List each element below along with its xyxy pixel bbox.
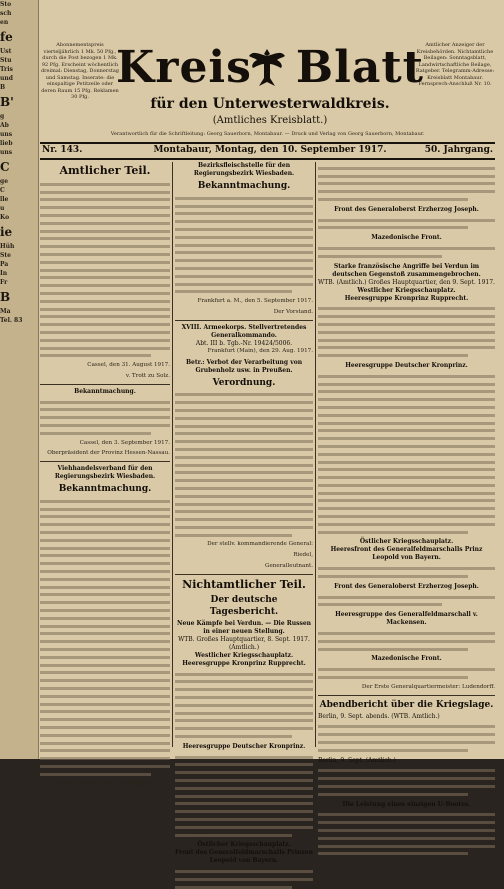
binding-fragment: Sto <box>0 1 12 8</box>
title-left: Kreis <box>116 42 252 93</box>
column-rule <box>172 162 173 747</box>
notice-reference: Abt. III b. Tgb.-Nr. 19424/5006. <box>195 339 293 347</box>
notice-subject: Betr.: Verbot der Verarbeitung von Grubenholz usw. in Preußen. <box>185 358 303 374</box>
issue-number: Nr. 143. <box>42 145 83 155</box>
signature-name: v. Trott zu Solz. <box>125 372 170 379</box>
binding-fragment-large: ie <box>0 225 13 239</box>
binding-fragment: Ma <box>0 308 11 315</box>
signature-name: Oberpräsident der Provinz Hessen-Nassau. <box>47 450 170 457</box>
report-dateline: Berlin, 9. Sept. abends. (WTB. Amtlich.) <box>318 712 440 720</box>
masthead <box>40 40 495 140</box>
binding-fragment: Pa <box>0 261 9 268</box>
binding-fragment: ge <box>0 178 9 185</box>
evening-report-heading: Abendbericht über die Kriegslage. <box>319 699 494 710</box>
binding-fragment: Ko <box>0 214 10 221</box>
front-heading: Westlicher Kriegsschauplatz. <box>357 286 456 294</box>
dateline <box>40 142 495 160</box>
article-text <box>318 725 495 751</box>
binding-fragment: und <box>0 75 13 82</box>
article-text <box>175 673 313 738</box>
editor-credit: Verantwortlich für die Schriftleitung: Georg Sauerborn, Montabaur. — Druck und Verlag von Georg Sauerborn, Montabaur. <box>110 131 425 137</box>
front-heading: Westlicher Kriegsschauplatz. <box>194 651 294 659</box>
notice-heading: Bezirksfleischstelle für den Regierungsbezirk Wiesbaden. <box>193 162 295 177</box>
notice-heading: XVIII. Armeekorps. Stellvertretendes Generalkommando. <box>181 323 307 339</box>
binding-fragment-large: B' <box>0 95 14 109</box>
binding-fragment: Ab <box>0 122 9 129</box>
binding-fragment: lle <box>0 196 9 203</box>
binding-fragment: en <box>0 19 9 26</box>
binding-fragment: uns <box>0 149 13 156</box>
army-group-heading: Front des Generalfeldmarschalls Prinzen Leopold von Bayern. <box>175 849 313 865</box>
subscription-info: Abonnementspreis vierteljährlich 1 Mk. 50 Pfg., durch die Post bezogen 1 Mk. 92 Pfg. Erscheint wöchentlich dreimal: Dienstag, Donnerstag und Samstag. Inserate: die einspaltige Petitzeile oder deren Raum 15 Pfg. Reklamen 30 Pfg. <box>40 42 120 100</box>
notice-heading: Viehhandelsverband für den Regierungsbezirk Wiesbaden. <box>54 465 156 481</box>
report-subheading: Neue Kämpfe bei Verdun. — Die Russen in einer neuen Stellung. <box>176 619 312 635</box>
binding-fragment: Hüh <box>0 243 15 250</box>
army-group-heading: Heeresgruppe des Generalfeldmarschall v. Mackensen. <box>335 611 478 627</box>
section-heading: Nichtamtlicher Teil. <box>182 577 306 591</box>
binding-fragment: Stu <box>0 57 12 64</box>
signature-rank: Generalleutnant. <box>264 563 313 570</box>
official-label: (Amtliches Kreisblatt.) <box>212 115 328 126</box>
report-heading: Der deutsche Tagesbericht. <box>209 594 279 617</box>
signature-name: Der Erste Generalquartiermeister: Ludendorff. <box>361 683 495 690</box>
signature-title: Der stellv. kommandierende General: <box>207 541 313 548</box>
binding-fragment-large: fe <box>0 30 13 44</box>
article-text <box>175 756 313 837</box>
divider <box>175 574 313 575</box>
divider <box>318 695 495 696</box>
front-heading: Mazedonische Front. <box>371 234 442 242</box>
report-dateline: WTB. (Amtlich.) Großes Hauptquartier, den 9. Sept. 1917. <box>318 278 495 286</box>
signature-place: Cassel, den 3. September 1917. <box>79 439 170 446</box>
front-heading: Mazedonische Front. <box>371 655 442 663</box>
report-subheading: Die Leistung eines einzigen U-Bootes. <box>342 800 471 808</box>
binding-strip <box>0 0 39 759</box>
signature-place: Frankfurt (Main), den 29. Aug. 1917. <box>207 347 313 354</box>
front-heading: Östlicher Kriegsschauplatz. <box>359 538 454 546</box>
article-text <box>318 167 495 201</box>
army-group-heading: Front des Generaloberst Erzherzog Joseph. <box>334 582 479 590</box>
army-group-heading: Heeresgruppe Kronprinz Rupprecht. <box>344 294 469 302</box>
report-dateline: Berlin, 9. Sept. (Amtlich.) <box>318 756 396 764</box>
article-text <box>318 219 495 230</box>
binding-fragment: Tris <box>0 66 13 73</box>
column-official <box>40 162 170 787</box>
signature-place: Cassel, den 31. August 1917. <box>87 362 170 369</box>
article-text <box>40 401 170 435</box>
announcement-heading: Bekanntmachung. <box>197 181 291 191</box>
binding-fragment: Tel. 83 <box>0 317 23 324</box>
divider <box>40 461 170 462</box>
article-text <box>318 668 495 679</box>
binding-fragment: C <box>0 187 5 194</box>
column-war-reports <box>318 162 495 808</box>
binding-fragment: In <box>0 270 8 277</box>
article-text <box>175 197 313 294</box>
binding-fragment: u <box>0 205 5 212</box>
binding-fragment: g <box>0 113 5 120</box>
article-text <box>318 307 495 357</box>
front-heading: Östlicher Kriegsschauplatz. <box>197 841 291 849</box>
front-heading: Front des Generaloberst Erzherzog Joseph. <box>334 205 479 213</box>
article-text <box>318 247 495 258</box>
report-dateline: WTB. Großes Hauptquartier, 8. Sept. 1917. (Amtlich.) <box>178 635 310 651</box>
report-subheading: Starke französische Angriffe bei Verdun im deutschen Gegenstoß zusammengebrochen. <box>332 262 481 278</box>
article-text <box>40 500 170 776</box>
signature-place: Frankfurt (Main), den 3. September 1917. <box>50 780 170 787</box>
binding-text <box>0 0 38 325</box>
divider <box>40 384 170 385</box>
binding-fragment-large: C <box>0 160 10 174</box>
volume-number: 50. Jahrgang. <box>424 145 493 155</box>
army-group-heading: Heeresfront des Generalfeldmarschalls Prinz Leopold von Bayern. <box>330 546 483 562</box>
binding-fragment: uns <box>0 131 13 138</box>
column-rule <box>315 162 316 747</box>
decree-heading: Verordnung. <box>212 377 276 388</box>
announcement-heading: Bekanntmachung. <box>58 484 152 495</box>
binding-fragment: lieb <box>0 140 13 147</box>
binding-fragment: Fr <box>0 279 8 286</box>
column-notices <box>175 162 313 865</box>
binding-fragment: B <box>0 84 6 91</box>
article-text <box>318 567 495 578</box>
article-text <box>318 375 495 534</box>
article-text <box>318 632 495 651</box>
signature-place: Frankfurt a. M., den 5. September 1917. <box>197 298 313 305</box>
binding-fragment: sch <box>0 10 12 17</box>
publisher-info: Amtlicher Anzeiger der Kreisbehörden. Nichtamtliche Beilagen: Sonntagsblatt, Landwirtschaftliche Beilage, Ratgeber. Telegramm-Adresse: Kreisblatt Montabaur. Fernsprech-Anschluß Nr. 10. <box>415 42 495 87</box>
army-group-heading: Heeresgruppe Kronprinz Rupprecht. <box>182 659 306 667</box>
binding-fragment: Ust <box>0 48 12 55</box>
divider <box>175 320 313 321</box>
section-heading: Amtlicher Teil. <box>59 164 151 177</box>
signature-name: Riedel, <box>293 552 313 559</box>
article-text <box>318 596 495 607</box>
masthead-subtitle: für den Unterwesterwaldkreis. <box>150 96 390 112</box>
binding-fragment-large: B <box>0 290 11 304</box>
place-date: Montabaur, Montag, den 10. September 1917. <box>153 145 387 155</box>
binding-fragment: Ste <box>0 252 11 259</box>
article-text <box>40 183 170 358</box>
article-text <box>318 813 495 855</box>
article-text <box>175 870 313 889</box>
article-text <box>318 769 495 795</box>
signature-name: Der Vorstand. <box>273 308 313 315</box>
notice-heading: Bekanntmachung. <box>74 387 136 395</box>
article-text <box>175 393 313 536</box>
title-right: Blatt <box>295 42 424 93</box>
eagle-emblem-icon <box>247 46 287 90</box>
army-group-heading: Heeresgruppe Deutscher Kronprinz. <box>182 742 306 750</box>
army-group-heading: Heeresgruppe Deutscher Kronprinz. <box>345 361 468 369</box>
